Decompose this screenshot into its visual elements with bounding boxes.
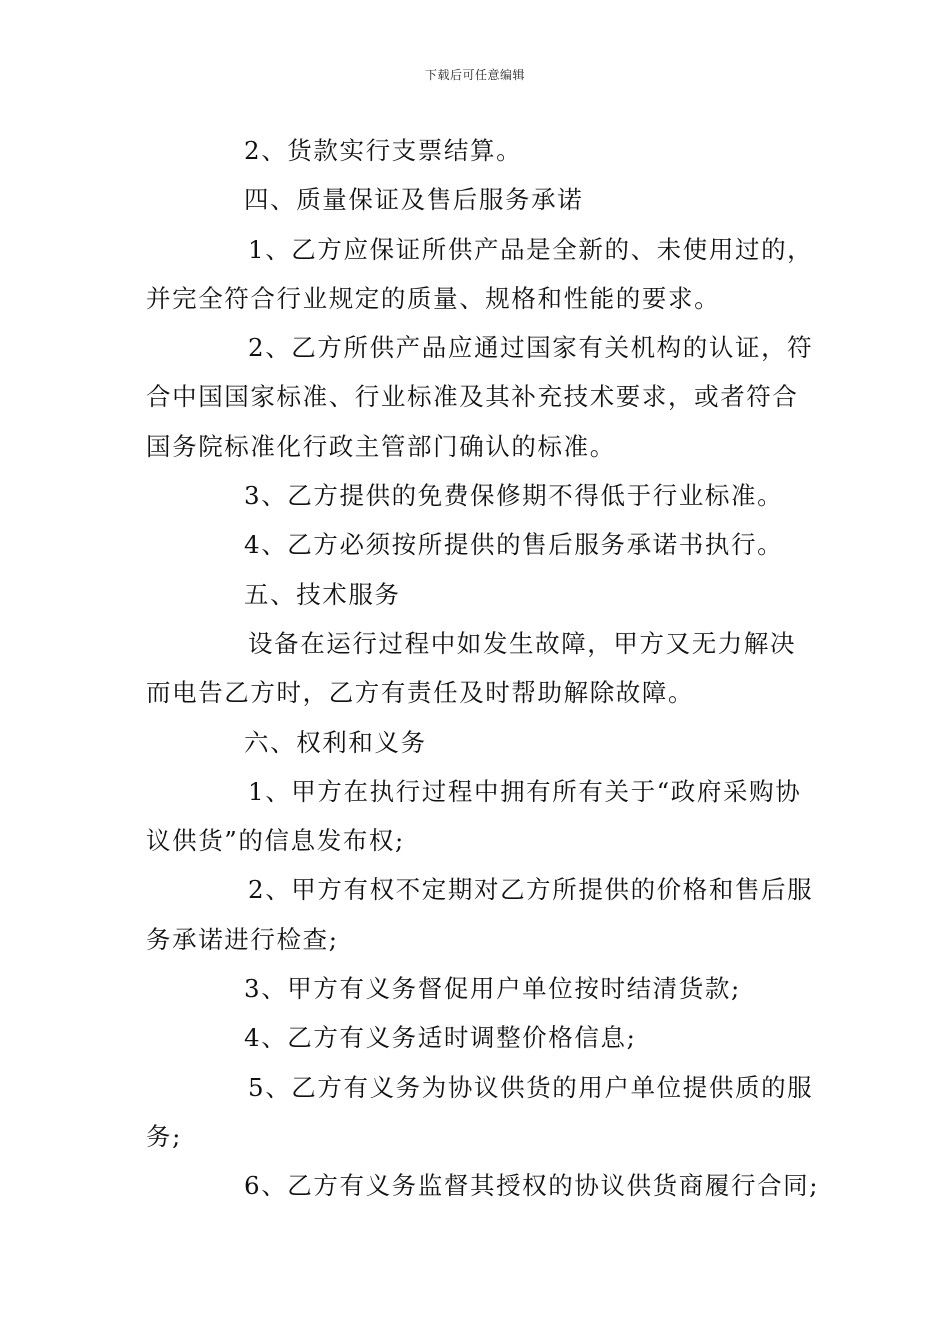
paragraph-line: 合中国国家标准、行业标准及其补充技术要求，或者符合 (146, 382, 799, 412)
paragraph-line: 2、货款实行支票结算。 (244, 136, 523, 165)
paragraph-line: 国务院标准化行政主管部门确认的标准。 (146, 431, 616, 461)
paragraph-line: 3、甲方有义务督促用户单位按时结清货款; (244, 974, 741, 1004)
paragraph-line: 并完全符合行业规定的质量、规格和性能的要求。 (146, 283, 721, 313)
paragraph-line: 4、乙方必须按所提供的售后服务承诺书执行。 (244, 530, 784, 560)
paragraph-line: 2、乙方所供产品应通过国家有关机构的认证，符 (248, 333, 814, 363)
paragraph-line: 6、乙方有义务监督其授权的协议供货商履行合同; (244, 1171, 820, 1201)
paragraph-line: 务承诺进行检查; (146, 924, 339, 954)
paragraph-line: 2、甲方有权不定期对乙方所提供的价格和售后服 (248, 875, 814, 905)
paragraph-line: 5、乙方有义务为协议供货的用户单位提供质的服 (248, 1072, 814, 1102)
paragraph-line: 3、乙方提供的免费保修期不得低于行业标准。 (244, 481, 784, 511)
paragraph-line: 设备在运行过程中如发生故障，甲方又无力解决 (248, 628, 797, 658)
section-heading-tech: 五、技术服务 (244, 579, 401, 609)
document-body (146, 126, 820, 1211)
paragraph-line: 4、乙方有义务适时调整价格信息; (244, 1023, 637, 1053)
paragraph-line: 务; (146, 1121, 182, 1151)
section-heading-rights: 六、权利和义务 (244, 727, 427, 757)
section-heading-quality: 四、质量保证及售后服务承诺 (244, 185, 584, 215)
paragraph-line: 议供货”的信息发布权; (146, 826, 405, 856)
paragraph-line: 而电告乙方时，乙方有责任及时帮助解除故障。 (146, 678, 695, 708)
paragraph-line: 1、乙方应保证所供产品是全新的、未使用过的， (248, 234, 814, 264)
header-note: 下载后可任意编辑 (424, 68, 525, 82)
paragraph-line: 1、甲方在执行过程中拥有所有关于“政府采购协 (248, 776, 802, 806)
